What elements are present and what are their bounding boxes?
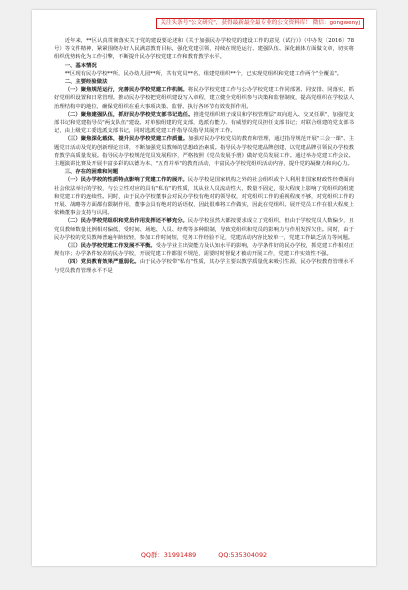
subheading-problem-3: （三）民办学校党建工作发展不平衡。	[64, 243, 156, 250]
heading-basic-situation: 一、基本情况	[64, 62, 97, 69]
paragraph-experience-3	[54, 135, 354, 168]
paragraph-problem-2	[54, 217, 354, 242]
subheading-experience-3: （三）聚焦深化载体，提升民办学校党建工作质量。	[64, 136, 189, 143]
footer-qq-group: QQ群：31991489	[140, 551, 197, 559]
paragraph-problem-1	[54, 176, 354, 217]
document-page	[32, 10, 376, 566]
subheading-experience-2: （二）聚焦建强队伍，抓好民办学校党支部书记选任。	[64, 111, 194, 118]
document-body	[54, 37, 354, 275]
heading-problems: 三、存在的困难和问题	[64, 169, 119, 176]
text-experience-3: 加强对民办学校党员的教育和管理，通过指导规范开展"三会一课"、主题党日活动及党的创新理论宣讲，不断加强党员教师的思想政治素质。指导民办学校党建品牌创建，以党建品牌引领民办学校教育教学高质量发展。指导民办学校规范党员发展程序，严格按照《党员发展手册》做好党员发展工作。通过举办党建工作会议、主题演讲比赛及开展丰富多彩的以德为本、"五育并举"的教育活动，丰富民办学校党组织活动内容，提升党的凝聚力和向心力。	[54, 136, 354, 168]
subheading-problem-4: （四）党员教育效果严重弱化。	[64, 259, 140, 266]
text-experience-1: 将民办学校党建工作与公办学校党建工作同部署、同安排、同落实，抓好党组织设置和日常管理。推动民办学校把党组织建设写入章程，建立健全党组织参与决策和监督制度，提高党组织在学校法人治理结构中的地位，确保党组织在重大事项决策、监督、执行各环节有效发挥作用。	[54, 87, 355, 110]
text-problem-1: 民办学校是国家机构之外的社会组织或个人利用非国家财政性经费面向社会依法举行的学校，与公立性对应的具有"私有"的性质，其从业人员流动性大，数量不固定，很大程度上影响了党组织的组建和党建工作的连续性。同时，由于民办学校董事会对民办学校有绝对的领导权，对党组织工作的重视程度不够，对党组织工作的开展、战略等方面都有限制作用，董事会具有绝对的话语权，因此很难将工作做实，因此在党组织、展开党员工作在很大程度上依赖董事会支持与认同。	[54, 177, 355, 217]
subheading-problem-2: （二）民办学校党组织和党员作用发挥还不够充分。	[64, 218, 188, 225]
paragraph-experience-2	[54, 111, 354, 136]
paragraph-problem-4	[54, 258, 354, 274]
paragraph-intro: 近年来，**区认真贯彻落实关于党的建设要论述和《关于加强民办学校党的建设工作的意见（试行）》（中办发〔2016〕78号）等文件精神，紧紧围绕办好人民满意教育目标，强化党建引领，持续在规范运行、建强队伍、深化载体方面做文章，切实将组织优势转化为工作引擎，不断提升民办学校党建工作和教育教学水平。	[54, 38, 354, 61]
text-problem-3: 受办学业主出资能力及认知水平的影响，办学条件好的民办学校，抓党建工作相对正规有序；办学条件较差的民办学校，开展党建工作都很不规范，需要时时督促才被动开展工作，党建工作实效性不强。	[54, 243, 355, 258]
text-problem-2: 民办学校虽然大都按要求成立了党组织，但由于学校党员人数偏少，且党员教师数量比例相对偏低，受时间、场地、人员、经费等多种限制，导致党组织和党员的影响力与作用发挥欠佳。同时，由于民办学校的党员教师普遍年龄较轻，参加工作时间短，党务工作经验不足，党建活动内容比较单一，党建工作缺乏活力等问题。	[54, 218, 355, 241]
heading-main-experience: 二、主要经验做法	[64, 79, 108, 86]
subheading-problem-1: （一）民办学校的性质特点影响了党建工作的展开。	[64, 177, 188, 184]
footer-contact	[32, 551, 376, 560]
paragraph-problem-3	[54, 242, 354, 258]
header-banner: 关注头条号"公文研究"，获得最新最全最专业的公文资料库！ 微信：gongwenyj	[156, 18, 364, 29]
footer-qq: QQ:535304092	[218, 551, 268, 559]
text-problem-4: 由于民办学校带"私有"性质，其办学主要以教学质量优来吸引生源，民办学校教育管理水平与党员教育管理水平不是	[54, 259, 354, 274]
paragraph-basic-situation: **区现有民办学校**所，民办幼儿园**所，共有党员**名，组建党组织**个，已实现党组织和党建工作两个"全覆盖"。	[64, 70, 343, 77]
paragraph-experience-1	[54, 86, 354, 111]
text-experience-2: 推进党组织班子成员和学校管理层"双向进入、交叉任职"，加强党支部书记和党建指导员"两支队伍"建设。对单独组建的党支部，选派有能力、有威望的党员担任支部书记；对联合组建的党支部书记，由上级党工委选派支部书记，同时选派党建工作指导员指导其展开工作。	[54, 111, 355, 135]
subheading-experience-1: （一）聚焦规范运行，完善民办学校党建工作机制。	[64, 87, 188, 94]
